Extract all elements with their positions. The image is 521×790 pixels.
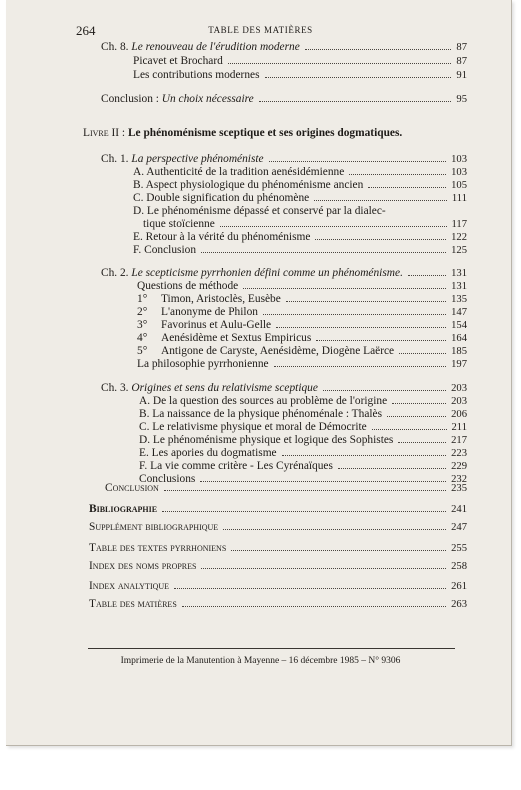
toc-backmatter-table-matieres[interactable]: Table des matières 263	[89, 598, 467, 610]
toc-subentry[interactable]: C. Double signification du phénomène 111	[133, 192, 467, 204]
toc-subentry[interactable]: E. Les apories du dogmatisme 223	[139, 447, 467, 459]
toc-backmatter-index-analytique[interactable]: Index analytique 261	[89, 580, 467, 592]
toc-subentry[interactable]: A. De la question des sources au problème de l'origine 203	[139, 395, 467, 407]
toc-subentry[interactable]: B. La naissance de la physique phénoménale : Thalès 206	[139, 408, 467, 420]
toc-backmatter-supplement[interactable]: Supplément bibliographique 247	[89, 521, 467, 533]
dot-leader	[323, 390, 446, 391]
toc-subentry[interactable]: Questions de méthode 131	[137, 280, 467, 292]
dot-leader	[316, 340, 446, 341]
toc-subentry-wrapped[interactable]: D. Le phénoménisme dépassé et conservé par la dialec-	[133, 205, 386, 217]
toc-entry-label: Ch. 8. Le renouveau de l'érudition moderne	[101, 41, 300, 53]
toc-page-number: 211	[451, 422, 467, 433]
toc-subentry[interactable]: 5° Antigone de Caryste, Aenésidème, Diogène Laërce 185	[137, 345, 467, 357]
toc-entry-conclusion[interactable]: Conclusion : Un choix nécessaire 95	[101, 93, 467, 105]
toc-page-number: 125	[451, 245, 467, 256]
toc-page-number: 105	[451, 180, 467, 191]
toc-page-number: 111	[451, 193, 467, 204]
toc-page-number: 131	[451, 268, 467, 279]
dot-leader	[399, 353, 446, 354]
toc-subentry[interactable]: F. Conclusion 125	[133, 244, 467, 256]
toc-subentry[interactable]: Conclusions 232	[139, 473, 467, 485]
toc-page-number: 247	[451, 522, 467, 533]
toc-page-number: 263	[451, 599, 467, 610]
dot-leader	[305, 49, 452, 50]
dot-leader	[259, 101, 452, 102]
dot-leader	[243, 288, 446, 289]
dot-leader	[223, 529, 446, 530]
toc-subentry[interactable]: Les contributions modernes 91	[133, 69, 467, 81]
toc-subentry[interactable]: C. Le relativisme physique et moral de Démocrite 211	[139, 421, 467, 433]
toc-page-number: 241	[451, 504, 467, 515]
toc-page-number: 154	[451, 320, 467, 331]
dot-leader	[286, 301, 446, 302]
dot-leader	[408, 275, 446, 276]
part-heading-livre-2: Livre II : Le phénoménisme sceptique et ses origines dogmatiques.	[83, 127, 403, 139]
running-header: TABLE DES MATIÈRES	[208, 25, 313, 35]
toc-subentry[interactable]: D. Le phénoménisme physique et logique des Sophistes 217	[139, 434, 467, 446]
dot-leader	[228, 63, 452, 64]
dot-leader	[182, 606, 446, 607]
toc-subentry[interactable]: Picavet et Brochard 87	[133, 55, 467, 67]
toc-subentry[interactable]: 4° Aenésidème et Sextus Empiricus 164	[137, 332, 467, 344]
toc-page-number: 95	[456, 94, 467, 105]
toc-page-number: 203	[451, 383, 467, 394]
toc-entry-ch2[interactable]: Ch. 2. Le scepticisme pyrrhonien défini comme un phénoménisme. 131	[101, 267, 467, 279]
toc-page-number: 135	[451, 294, 467, 305]
toc-page-number: 255	[451, 543, 467, 554]
toc-page-number: 87	[456, 56, 467, 67]
toc-entry-ch8[interactable]	[101, 41, 467, 54]
book-page	[6, 0, 512, 746]
toc-subentry[interactable]: E. Retour à la vérité du phénoménisme 122	[133, 231, 467, 243]
toc-subentry[interactable]: 3° Favorinus et Aulu-Gelle 154	[137, 319, 467, 331]
toc-subentry-continuation[interactable]: tique stoïcienne 117	[143, 218, 467, 230]
toc-page-number: 91	[456, 70, 467, 81]
printer-imprint: Imprimerie de la Manutention à Mayenne – 16 décembre 1985 – N° 9306	[120, 656, 401, 666]
toc-page-number: 87	[456, 42, 467, 53]
toc-page-number: 235	[451, 483, 467, 494]
toc-page-number: 103	[451, 154, 467, 165]
toc-subentry[interactable]: La philosophie pyrrhonienne 197	[137, 358, 467, 370]
toc-backmatter-index-noms[interactable]: Index des noms propres 258	[89, 560, 467, 572]
dot-leader	[338, 468, 446, 469]
toc-page-number: 131	[451, 281, 467, 292]
dot-leader	[274, 366, 447, 367]
dot-leader	[220, 226, 447, 227]
toc-subentry[interactable]: A. Authenticité de la tradition aenésidémienne 103	[133, 166, 467, 178]
dot-leader	[315, 239, 446, 240]
dot-leader	[231, 550, 446, 551]
dot-leader	[174, 588, 446, 589]
toc-subentry[interactable]: B. Aspect physiologique du phénoménisme ancien 105	[133, 179, 467, 191]
toc-page-number: 122	[451, 232, 467, 243]
toc-subentry[interactable]: F. La vie comme critère - Les Cyrénaïques 229	[139, 460, 467, 472]
toc-page-number: 164	[451, 333, 467, 344]
dot-leader	[349, 174, 446, 175]
toc-page-number: 206	[451, 409, 467, 420]
page-number: 264	[76, 23, 96, 38]
dot-leader	[398, 442, 446, 443]
dot-leader	[265, 77, 452, 78]
toc-page-number: 117	[451, 219, 467, 230]
toc-page-number: 217	[451, 435, 467, 446]
toc-backmatter-table-textes[interactable]: Table des textes pyrrhoniens 255	[89, 542, 467, 554]
toc-subentry[interactable]: 1° Timon, Aristoclès, Eusèbe 135	[137, 293, 467, 305]
toc-subentry[interactable]: 2° L'anonyme de Philon 147	[137, 306, 467, 318]
toc-page-number: 223	[451, 448, 467, 459]
dot-leader	[372, 429, 447, 430]
dot-leader	[368, 187, 446, 188]
toc-backmatter-bibliographie[interactable]: Bibliographie 241	[89, 503, 467, 515]
dot-leader	[201, 568, 446, 569]
toc-entry-ch1[interactable]: Ch. 1. La perspective phénoméniste 103	[101, 153, 467, 165]
toc-page-number: 232	[451, 474, 467, 485]
toc-entry-ch3[interactable]: Ch. 3. Origines et sens du relativisme sceptique 203	[101, 382, 467, 394]
dot-leader	[387, 416, 446, 417]
toc-page-number: 258	[451, 561, 467, 572]
dot-leader	[269, 161, 446, 162]
toc-page-number: 229	[451, 461, 467, 472]
dot-leader	[314, 200, 447, 201]
toc-page-number: 185	[451, 346, 467, 357]
toc-backmatter-conclusion[interactable]: Conclusion 235	[105, 482, 467, 494]
dot-leader	[392, 403, 446, 404]
dot-leader	[201, 252, 446, 253]
dot-leader	[164, 490, 446, 491]
toc-page-number: 147	[451, 307, 467, 318]
toc-page-number: 197	[451, 359, 467, 370]
toc-page-number: 203	[451, 396, 467, 407]
dot-leader	[162, 511, 446, 512]
dot-leader	[282, 455, 447, 456]
toc-page-number: 261	[451, 581, 467, 592]
toc-page-number: 103	[451, 167, 467, 178]
dot-leader	[276, 327, 446, 328]
footer-rule	[88, 648, 455, 649]
dot-leader	[263, 314, 446, 315]
